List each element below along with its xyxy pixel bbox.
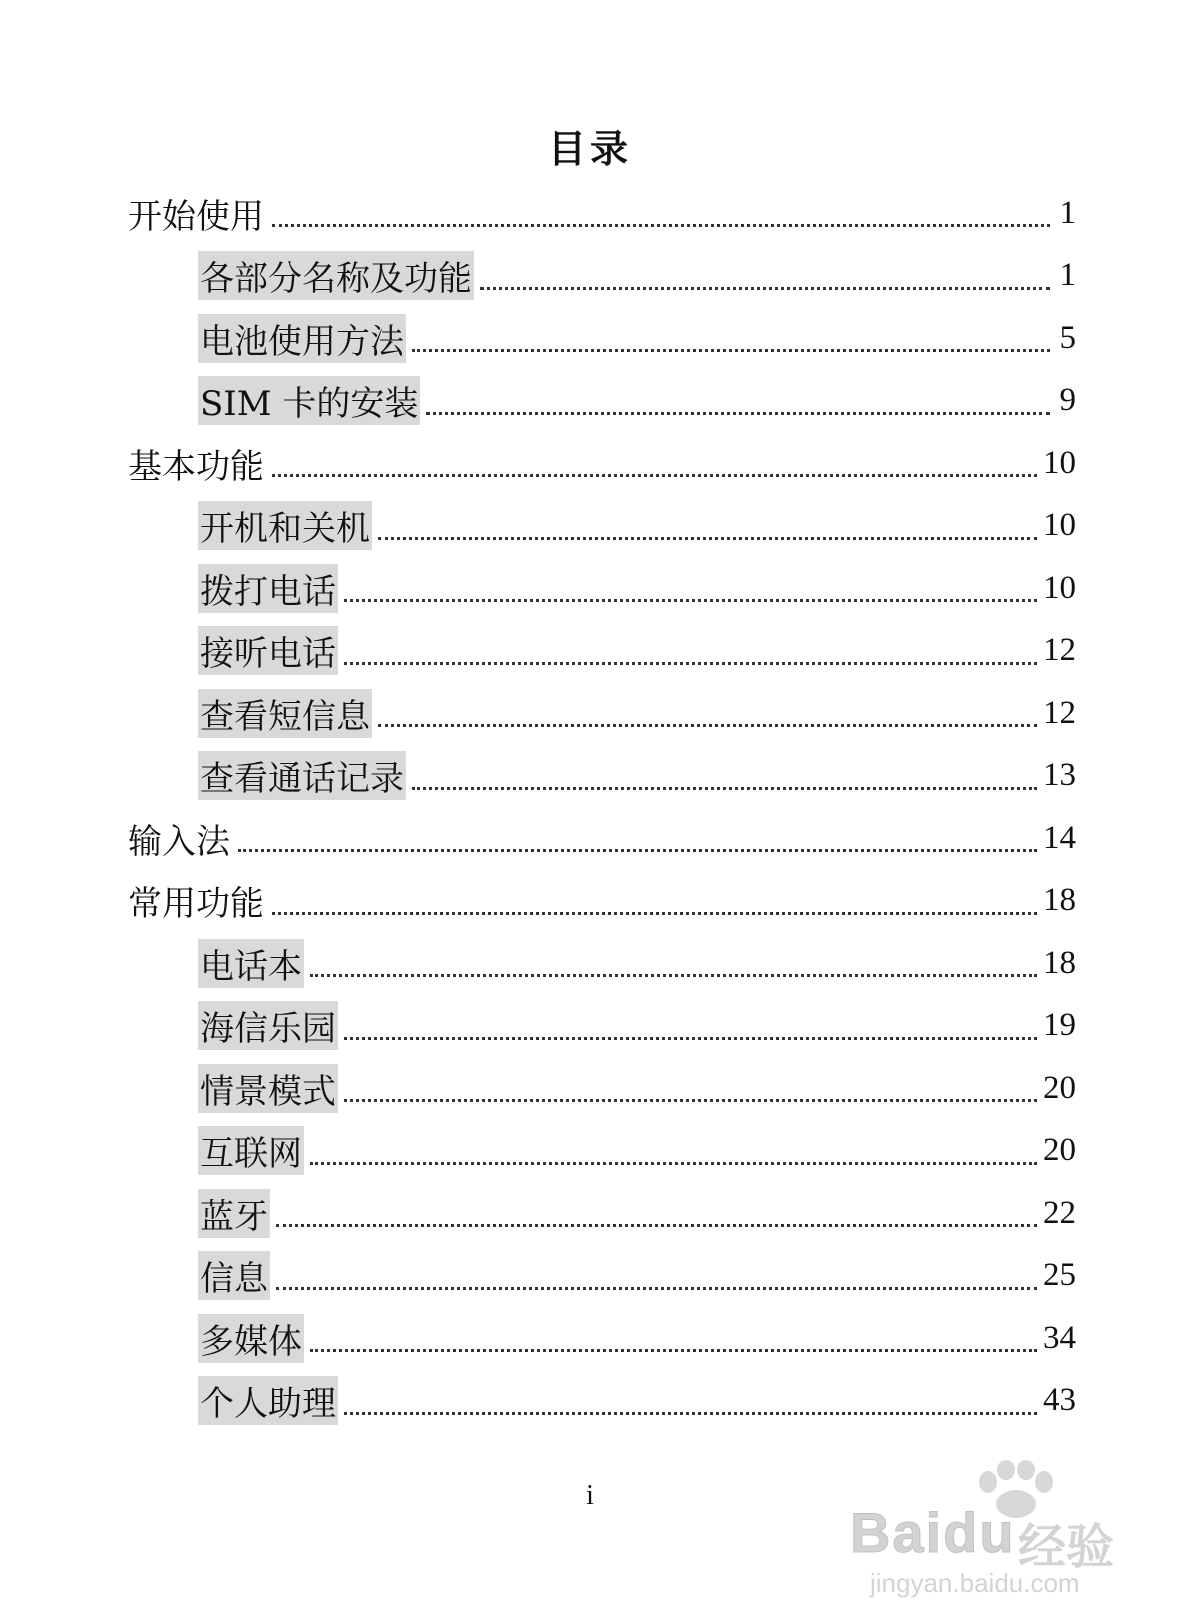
toc-entry-label: 开机和关机	[198, 501, 372, 550]
toc-entry[interactable]	[126, 557, 1076, 620]
toc-entry[interactable]	[126, 745, 1076, 808]
toc-entry-page: 19	[1043, 1007, 1076, 1044]
dot-leader	[272, 193, 1050, 233]
toc-entry-page: 1	[1059, 194, 1076, 231]
page-number: i	[586, 1480, 594, 1511]
toc-entry-page: 10	[1043, 444, 1076, 481]
dot-leader	[412, 756, 1037, 796]
toc-entry[interactable]	[126, 1370, 1076, 1433]
toc-entry-label: 输入法	[128, 821, 230, 862]
toc-entry-label: 开始使用	[128, 196, 264, 237]
toc-entry[interactable]	[126, 182, 1076, 245]
dot-leader	[344, 568, 1037, 608]
watermark-cn: 经验	[1018, 1519, 1115, 1575]
toc-entry[interactable]	[126, 1245, 1076, 1308]
dot-leader	[276, 1256, 1037, 1296]
dot-leader	[344, 1006, 1037, 1046]
toc-entry[interactable]	[126, 1182, 1076, 1245]
toc-entry-page: 20	[1043, 1069, 1076, 1106]
toc-entry-page: 20	[1043, 1132, 1076, 1169]
dot-leader	[344, 1381, 1037, 1421]
dot-leader	[310, 1131, 1037, 1171]
toc-entry[interactable]	[126, 807, 1076, 870]
toc-entry-label: 基本功能	[128, 446, 264, 487]
dot-leader	[276, 1193, 1037, 1233]
toc-entry[interactable]	[126, 1120, 1076, 1183]
dot-leader	[272, 881, 1037, 921]
dot-leader	[344, 1068, 1037, 1108]
toc-entry[interactable]	[126, 620, 1076, 683]
toc-entry-label: 信息	[198, 1251, 270, 1300]
toc-entry-label: 个人助理	[198, 1376, 338, 1425]
toc-entry-label: 情景模式	[198, 1064, 338, 1113]
toc-entry-page: 22	[1043, 1194, 1076, 1231]
toc-entry[interactable]	[126, 1057, 1076, 1120]
toc-entry-page: 1	[1059, 257, 1076, 294]
baidu-jingyan-watermark	[850, 1460, 1170, 1600]
toc-entry-page: 12	[1043, 694, 1076, 731]
toc-entry[interactable]	[126, 1307, 1076, 1370]
toc-entry-label: 接听电话	[198, 626, 338, 675]
toc-entry-label: 常用功能	[128, 884, 264, 925]
dot-leader	[480, 256, 1050, 296]
toc-title: 目录	[547, 126, 632, 171]
watermark-brand-part1: Bai	[850, 1501, 944, 1564]
toc-entry[interactable]	[126, 307, 1076, 370]
toc-entry-label: 电话本	[198, 939, 304, 988]
watermark-url: jingyan.baidu.com	[870, 1568, 1080, 1598]
toc-entry-label: 海信乐园	[198, 1001, 338, 1050]
toc-entry-page: 34	[1043, 1319, 1076, 1356]
dot-leader	[378, 506, 1037, 546]
toc-entry-label: 多媒体	[198, 1314, 304, 1363]
toc-list	[126, 182, 1076, 1432]
toc-entry[interactable]	[126, 995, 1076, 1058]
dot-leader	[238, 818, 1037, 858]
dot-leader	[272, 443, 1037, 483]
toc-entry-label: 电池使用方法	[198, 314, 406, 363]
toc-entry[interactable]	[126, 432, 1076, 495]
watermark-brand	[850, 1500, 1016, 1565]
toc-entry-label: 互联网	[198, 1126, 304, 1175]
dot-leader	[310, 1318, 1037, 1358]
toc-entry[interactable]	[126, 370, 1076, 433]
toc-entry[interactable]	[126, 682, 1076, 745]
toc-entry-label: 拨打电话	[198, 564, 338, 613]
toc-entry-page: 25	[1043, 1257, 1076, 1294]
toc-entry-page: 43	[1043, 1382, 1076, 1419]
toc-entry-page: 12	[1043, 632, 1076, 669]
toc-entry-page: 14	[1043, 819, 1076, 856]
dot-leader	[310, 943, 1037, 983]
toc-entry-page: 18	[1043, 944, 1076, 981]
dot-leader	[378, 693, 1037, 733]
toc-entry[interactable]	[126, 870, 1076, 933]
toc-entry[interactable]	[126, 495, 1076, 558]
dot-leader	[426, 381, 1050, 421]
toc-entry-page: 18	[1043, 882, 1076, 919]
toc-entry-label: 查看通话记录	[198, 751, 406, 800]
toc-entry[interactable]	[126, 245, 1076, 308]
toc-entry-page: 10	[1043, 507, 1076, 544]
toc-entry-page: 5	[1059, 319, 1076, 356]
toc-entry-label: 各部分名称及功能	[198, 251, 474, 300]
watermark-brand-part2: du	[943, 1501, 1016, 1564]
dot-leader	[344, 631, 1037, 671]
toc-entry-page: 9	[1059, 382, 1076, 419]
dot-leader	[412, 318, 1050, 358]
toc-entry-label: SIM 卡的安装	[198, 376, 420, 425]
toc-entry-label: 蓝牙	[198, 1189, 270, 1238]
toc-entry-page: 13	[1043, 757, 1076, 794]
toc-entry[interactable]	[126, 932, 1076, 995]
toc-entry-page: 10	[1043, 569, 1076, 606]
toc-entry-label: 查看短信息	[198, 689, 372, 738]
